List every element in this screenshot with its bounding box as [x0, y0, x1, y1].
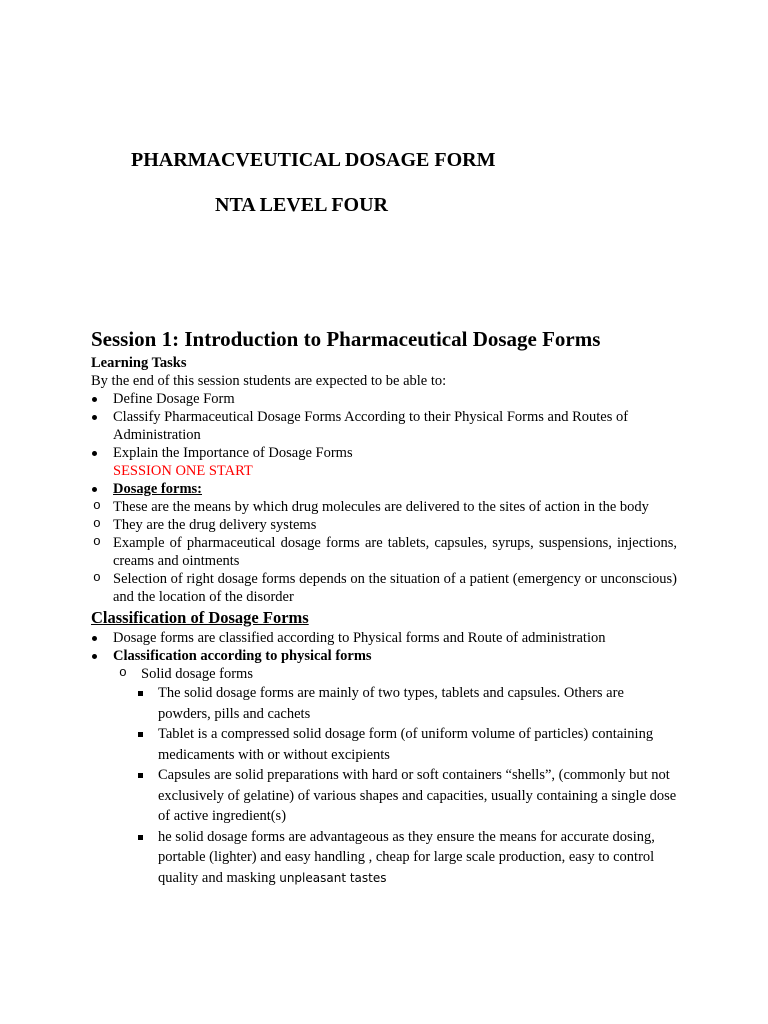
dosage-forms-label: Dosage forms: [113, 481, 202, 497]
task-item [91, 444, 677, 480]
solid-point: The solid dosage forms are mainly of two types, tablets and capsules. Others are powders, pills and cachets [135, 683, 677, 724]
classification-point: Classification according to physical forms [91, 647, 677, 665]
learning-tasks-label: Learning Tasks [91, 355, 187, 371]
dosage-point: o Selection of right dosage forms depends on the situation of a patient (emergency or unconscious) and the location of the disorder [91, 570, 677, 606]
solid-point: Tablet is a compressed solid dosage form (of uniform volume of particles) containing medicaments with or without excipients [135, 724, 677, 765]
classification-heading: Classification of Dosage Forms [91, 608, 309, 627]
session-intro: By the end of this session students are expected to be able to: [91, 373, 447, 389]
dosage-forms-points [91, 498, 677, 606]
task-item: Classify Pharmaceutical Dosage Forms According to their Physical Forms and Routes of Administration [91, 408, 677, 444]
session-start-marker: SESSION ONE START [113, 463, 253, 479]
solid-point-tail: unpleasant tastes [279, 870, 387, 885]
document-title: PHARMACVEUTICAL DOSAGE FORM [131, 149, 496, 171]
physical-forms-list [119, 665, 677, 683]
solid-dosage-points [135, 683, 677, 888]
classification-list [91, 629, 677, 665]
learning-tasks-list [91, 390, 677, 498]
session-heading: Session 1: Introduction to Pharmaceutical Dosage Forms [91, 327, 601, 351]
solid-point [135, 827, 677, 889]
solid-point: Capsules are solid preparations with hard or soft containers “shells”, (commonly but not exclusively of gelatine) of various shapes and capacities, usually containing a single dose of active ingredient(s) [135, 765, 677, 827]
dosage-point: o Example of pharmaceutical dosage forms are tablets, capsules, syrups, suspensions, injections, creams and ointments [91, 534, 677, 570]
dosage-forms-item [91, 480, 677, 498]
task-item: Define Dosage Form [91, 390, 677, 408]
solid-dosage-label: o Solid dosage forms [119, 665, 677, 683]
dosage-point: o These are the means by which drug molecules are delivered to the sites of action in the body [91, 498, 677, 516]
document-body [91, 327, 677, 888]
solid-point-text: he solid dosage forms are advantageous as they ensure the means for accurate dosing, portable (lighter) and easy handling , cheap for large scale production, easy to control quality and masking [158, 828, 655, 886]
classification-point: Dosage forms are classified according to Physical forms and Route of administration [91, 629, 677, 647]
dosage-point: o They are the drug delivery systems [91, 516, 677, 534]
level-title: NTA LEVEL FOUR [215, 194, 388, 216]
task-text: Explain the Importance of Dosage Forms [113, 445, 353, 461]
